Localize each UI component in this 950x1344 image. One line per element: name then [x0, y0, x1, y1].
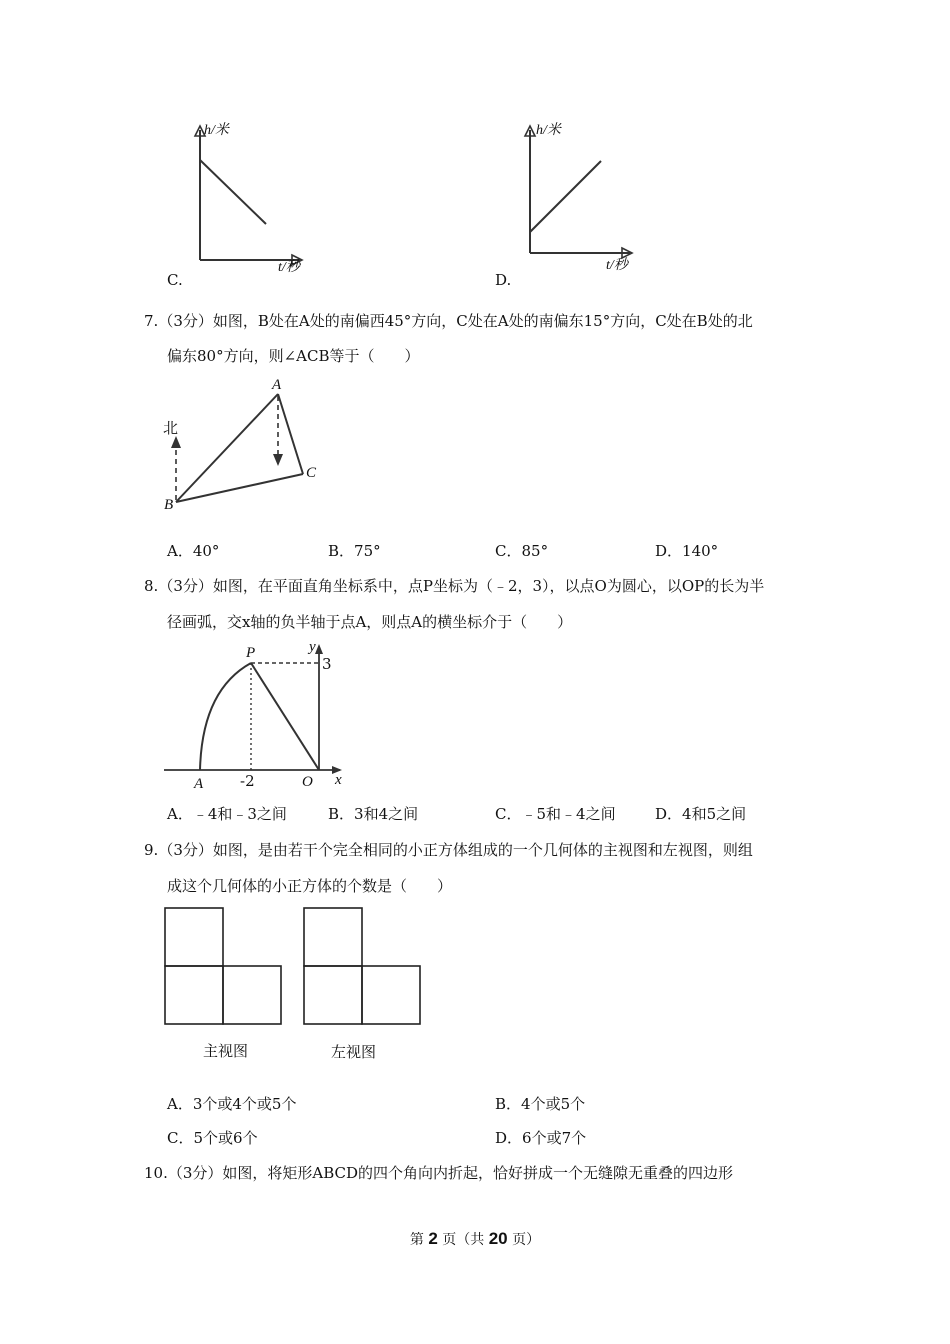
q8-stem-text-1: 如图，在平面直角坐标系中，点P坐标为（﹣2，3），以点O为圆心，以OP的长为半 [212, 577, 765, 595]
q9-option-d: D．6个或7个 [495, 1129, 587, 1147]
q7-label-b: B [164, 497, 174, 513]
q9-caption-left: 左视图 [331, 1043, 377, 1061]
q6-d-x-axis-label: t/秒 [606, 258, 628, 273]
q7-diagram [160, 372, 330, 517]
q6-c-y-axis-label: h/米 [204, 123, 229, 138]
q9-score: （3分） [158, 841, 213, 859]
q10-stem-line-1 [144, 1163, 733, 1183]
q6-c-x-axis-label: t/秒 [278, 260, 300, 275]
q8-label-a: A [194, 776, 204, 792]
q7-stem-text-1: 如图，B处在A处的南偏西45°方向，C处在A处的南偏东15°方向，C处在B处的北 [212, 312, 753, 330]
q8-stem-line-1 [144, 576, 764, 596]
q8-label-3: 3 [322, 655, 332, 673]
q8-label-y: y [309, 639, 316, 655]
q10-stem-text-1: 如图，将矩形ABCD的四个角向内折起，恰好拼成一个无缝隙无重叠的四边形 [222, 1164, 734, 1182]
q7-label-a: A [272, 377, 282, 393]
q10-number: 10. [144, 1164, 168, 1182]
footer-page-number: 2 [428, 1229, 438, 1248]
q6-d-y-axis-label: h/米 [536, 123, 561, 138]
q9-stem-line-2: 成这个几何体的小正方体的个数是（ ） [167, 877, 453, 895]
q8-number: 8. [144, 577, 159, 595]
q8-score: （3分） [158, 577, 213, 595]
q7-number: 7. [144, 312, 159, 330]
footer-total-pages: 20 [488, 1229, 508, 1248]
q9-caption-front: 主视图 [203, 1042, 249, 1060]
q9-front-view [163, 906, 285, 1028]
q9-stem-text-1: 如图，是由若干个完全相同的小正方体组成的一个几何体的主视图和左视图，则组 [212, 841, 753, 859]
q8-option-a: A．﹣4和﹣3之间 [167, 805, 287, 823]
q7-stem-line-2: 偏东80°方向，则∠ACB等于（ ） [167, 347, 420, 365]
q9-option-b: B．4个或5个 [495, 1095, 586, 1113]
q7-stem-line-1 [144, 311, 753, 331]
footer-mid: 页（共 [442, 1232, 485, 1248]
q9-stem-line-1 [144, 840, 753, 860]
footer-suffix: 页） [512, 1232, 541, 1248]
q8-label-o: O [302, 774, 313, 790]
q9-left-view [302, 906, 424, 1028]
q10-score: （3分） [167, 1164, 223, 1182]
q6-d-line [530, 161, 601, 232]
q7-option-c: C．85° [495, 542, 549, 560]
q7-label-north: 北 [163, 419, 179, 437]
q6-c-line [200, 160, 266, 224]
footer-prefix: 第 [409, 1232, 424, 1248]
q7-option-a: A．40° [167, 542, 220, 560]
q8-label-x: x [335, 772, 342, 788]
q7-option-b: B．75° [328, 542, 381, 560]
q8-option-c: C．﹣5和﹣4之间 [495, 805, 616, 823]
q7-score: （3分） [158, 312, 213, 330]
q8-label-p: P [246, 645, 256, 661]
q7-label-c: C [306, 465, 317, 481]
q8-option-b: B．3和4之间 [328, 805, 419, 823]
q9-option-a: A．3个或4个或5个 [167, 1095, 297, 1113]
q7-figure [160, 372, 330, 517]
q6-option-d-label: D. [495, 271, 512, 289]
q9-front-view-drawing [163, 906, 285, 1028]
q6-option-c-label: C. [167, 271, 183, 289]
q9-left-view-drawing [302, 906, 424, 1028]
q8-option-d: D．4和5之间 [655, 805, 747, 823]
page-footer [0, 1229, 950, 1249]
q9-option-c: C．5个或6个 [167, 1129, 258, 1147]
q7-option-d: D．140° [655, 542, 719, 560]
q8-stem-line-2: 径画弧，交x轴的负半轴于点A，则点A的横坐标介于（ ） [167, 613, 573, 631]
q8-label-minus2: -2 [240, 772, 255, 790]
q9-number: 9. [144, 841, 159, 859]
